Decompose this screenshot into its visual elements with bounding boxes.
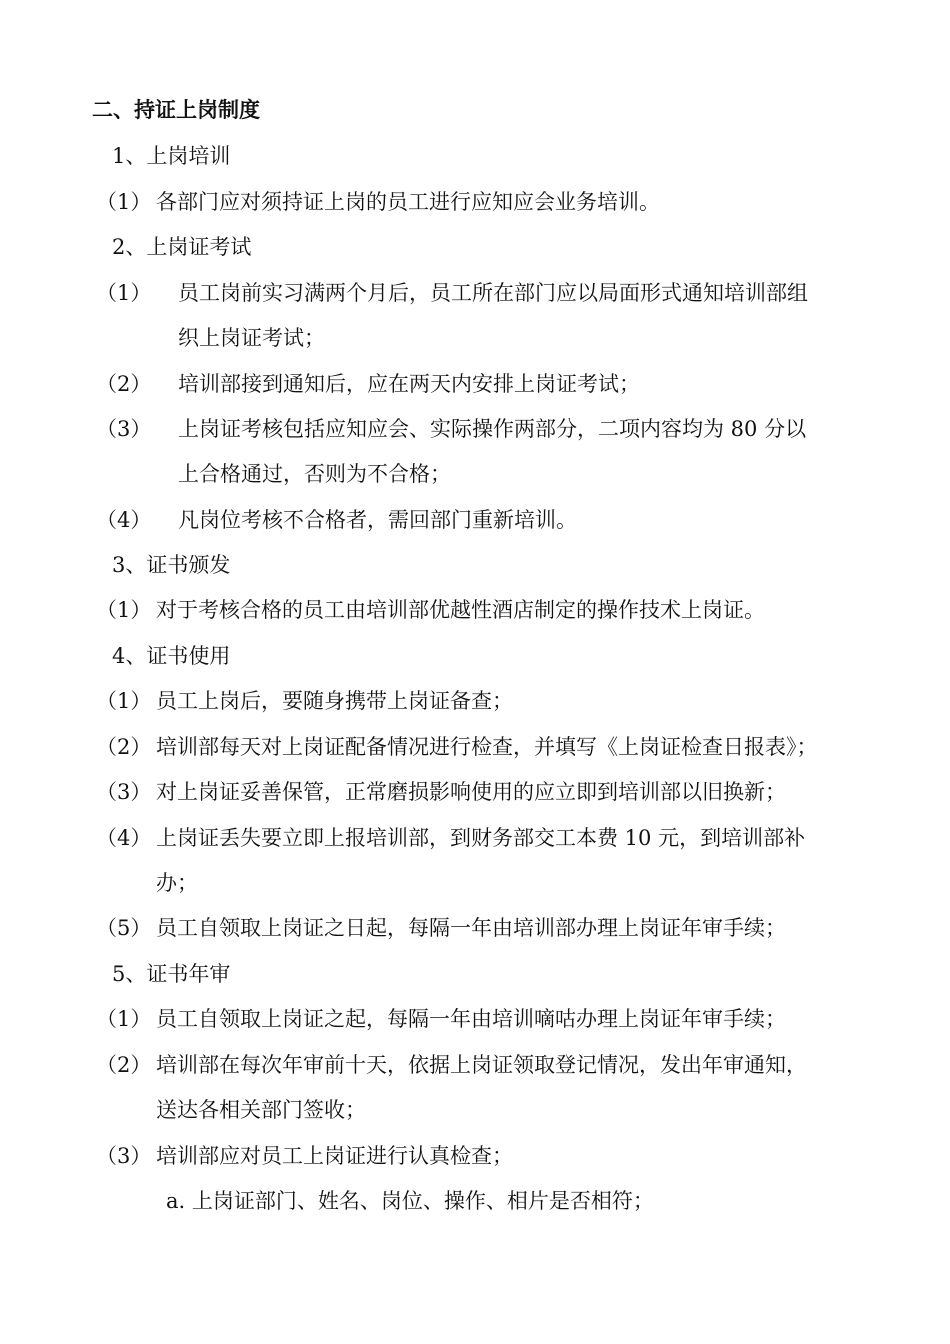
item-text: 培训部在每次年审前十天，依据上岗证领取登记情况，发出年审通知， bbox=[156, 1053, 807, 1077]
item-number: （4） bbox=[96, 508, 152, 532]
item-text-continued: 上合格通过，否则为不合格； bbox=[178, 462, 451, 486]
item-number: （3） bbox=[96, 1144, 152, 1168]
subsection-title-3: 3、证书颁发 bbox=[112, 553, 231, 577]
item-text: 上岗证丢失要立即上报培训部，到财务部交工本费 10 元，到培训部补 bbox=[156, 826, 806, 850]
item-number: （3） bbox=[96, 417, 152, 441]
item-number: （2） bbox=[96, 1053, 152, 1077]
item-number: （2） bbox=[96, 735, 152, 759]
item-number: （3） bbox=[96, 780, 152, 804]
subsection-title-1: 1、上岗培训 bbox=[112, 144, 231, 168]
subsection-title-4: 4、证书使用 bbox=[112, 644, 231, 668]
item-text-continued: 织上岗证考试； bbox=[178, 326, 325, 350]
item-text: 员工上岗后，要随身携带上岗证备查； bbox=[156, 689, 513, 713]
sub-item-a: a. 上岗证部门、姓名、岗位、操作、相片是否相符； bbox=[166, 1189, 654, 1213]
item-number: （1） bbox=[96, 281, 152, 305]
item-number: （2） bbox=[96, 372, 152, 396]
item-text: 各部门应对须持证上岗的员工进行应知应会业务培训。 bbox=[156, 190, 660, 214]
item-number: （1） bbox=[96, 190, 152, 214]
item-text: 培训部应对员工上岗证进行认真检查； bbox=[156, 1144, 513, 1168]
subsection-title-2: 2、上岗证考试 bbox=[112, 235, 252, 259]
item-text: 培训部每天对上岗证配备情况进行检查，并填写《上岗证检查日报表》； bbox=[156, 735, 818, 759]
item-number: （1） bbox=[96, 689, 152, 713]
item-text: 员工自领取上岗证之日起，每隔一年由培训部办理上岗证年审手续； bbox=[156, 916, 786, 940]
subsection-title-5: 5、证书年审 bbox=[112, 962, 231, 986]
item-text: 上岗证考核包括应知应会、实际操作两部分，二项内容均为 80 分以 bbox=[178, 417, 807, 441]
item-text-continued: 办； bbox=[156, 871, 198, 895]
item-number: （1） bbox=[96, 598, 152, 622]
section-heading: 二、持证上岗制度 bbox=[92, 98, 260, 122]
item-text-continued: 送达各相关部门签收； bbox=[156, 1098, 366, 1122]
item-number: （4） bbox=[96, 826, 152, 850]
item-text: 员工岗前实习满两个月后，员工所在部门应以局面形式通知培训部组 bbox=[178, 281, 808, 305]
item-text: 员工自领取上岗证之起，每隔一年由培训嘀咕办理上岗证年审手续； bbox=[156, 1007, 786, 1031]
item-text: 对于考核合格的员工由培训部优越性酒店制定的操作技术上岗证。 bbox=[156, 598, 765, 622]
item-text: 培训部接到通知后，应在两天内安排上岗证考试； bbox=[178, 372, 640, 396]
item-text: 凡岗位考核不合格者，需回部门重新培训。 bbox=[178, 508, 577, 532]
item-number: （5） bbox=[96, 916, 152, 940]
item-text: 对上岗证妥善保管，正常磨损影响使用的应立即到培训部以旧换新； bbox=[156, 780, 786, 804]
item-number: （1） bbox=[96, 1007, 152, 1031]
